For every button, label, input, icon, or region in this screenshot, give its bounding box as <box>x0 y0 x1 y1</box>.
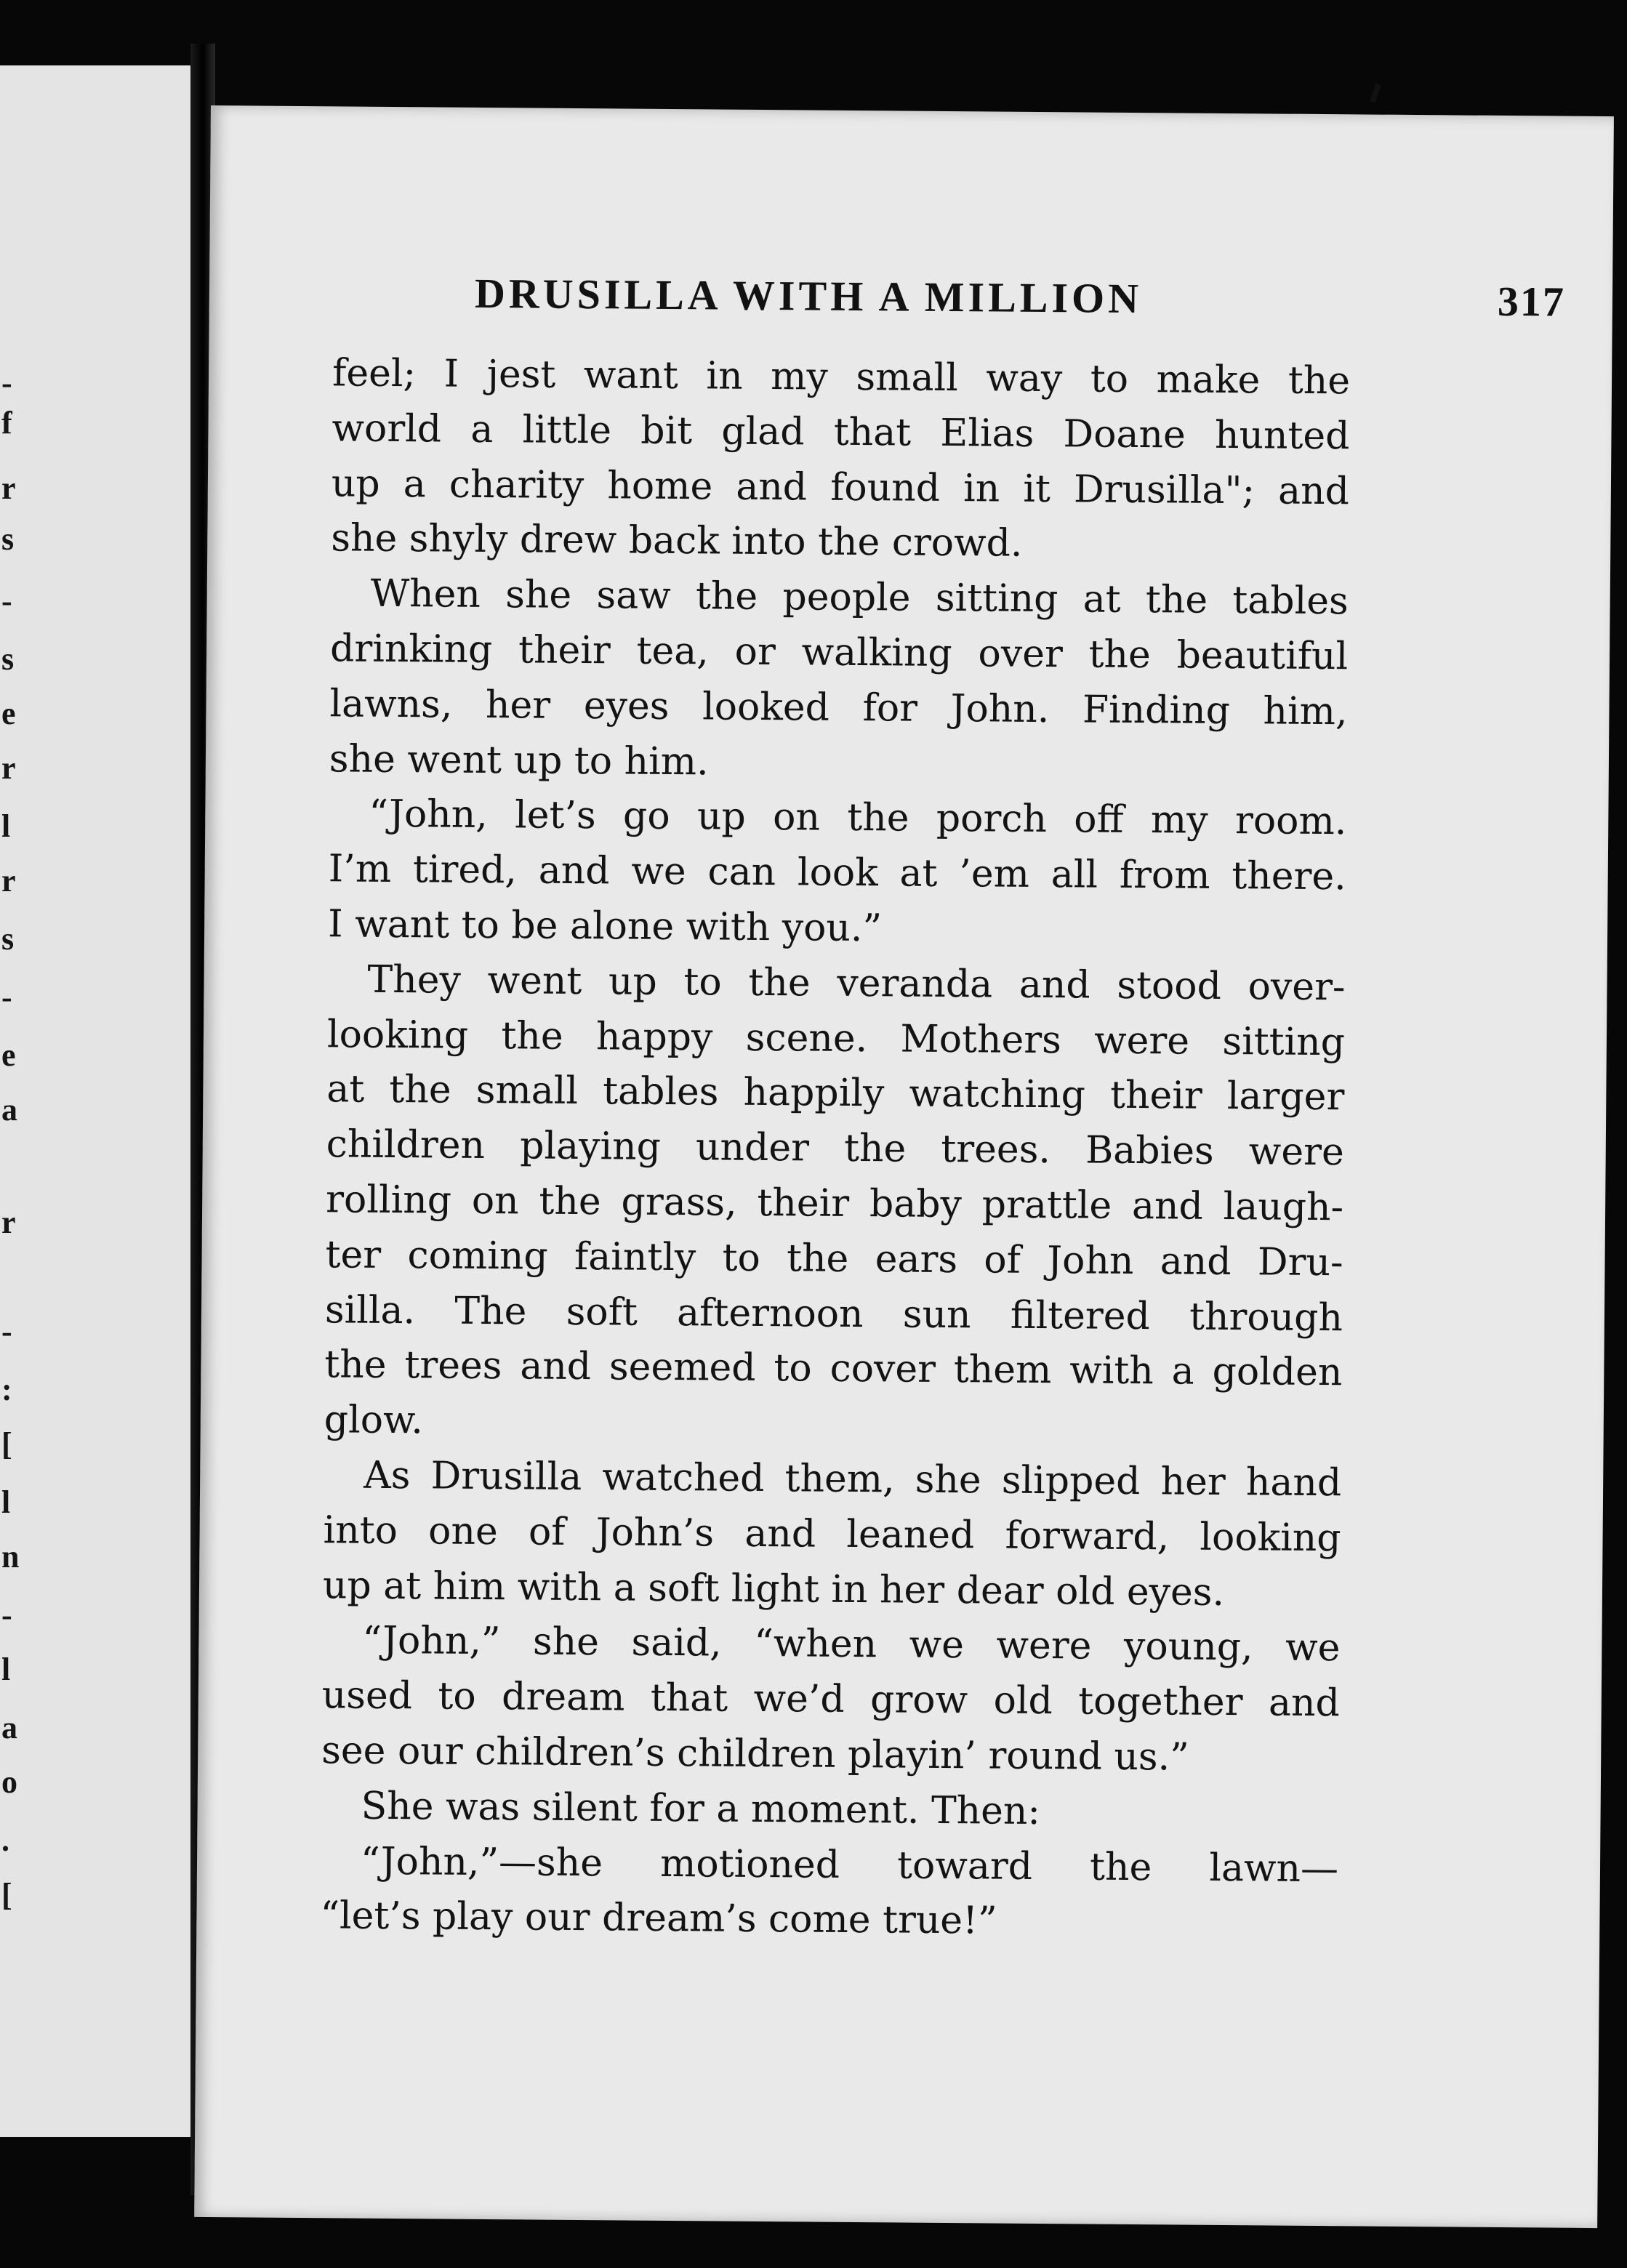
text-line: When she saw the people sitting at the tables <box>370 571 1349 624</box>
margin-fragment: s <box>1 521 15 557</box>
text-line: she shyly drew back into the crowd. <box>331 516 1023 566</box>
margin-fragment: [ <box>1 1877 12 1913</box>
margin-fragment: l <box>1 1652 11 1687</box>
text-line: “John, let’s go up on the porch off my room. <box>369 792 1347 844</box>
margin-fragment: s <box>1 641 15 677</box>
text-line: she went up to him. <box>329 736 709 784</box>
margin-fragment: e <box>1 1037 16 1073</box>
text-line: used to dream that we’d grow old together and <box>321 1673 1341 1726</box>
body-text <box>320 346 1350 1952</box>
text-line: She was silent for a moment. Then: <box>361 1784 1041 1833</box>
text-line: “let’s play our dream’s come true!” <box>320 1894 997 1943</box>
margin-fragment: r <box>1 470 16 506</box>
margin-fragment: - <box>1 1314 12 1349</box>
margin-fragment: a <box>1 1092 17 1127</box>
margin-fragment: - <box>1 1597 12 1633</box>
text-line: ter coming faintly to the ears of John and Dru- <box>325 1233 1343 1285</box>
text-line: world a little bit glad that Elias Doane hunted <box>332 406 1350 459</box>
margin-fragment: s <box>1 921 15 957</box>
text-line: feel; I jest want in my small way to make the <box>332 351 1351 403</box>
margin-fragment: e <box>1 696 16 731</box>
margin-fragment: r <box>1 863 16 898</box>
margin-fragment: a <box>1 1710 17 1745</box>
text-line: the trees and seemed to cover them with a golden <box>324 1343 1343 1395</box>
margin-fragment: - <box>1 365 12 401</box>
left-margin-fragments <box>0 65 22 2137</box>
text-line: into one of John’s and leaned forward, looking <box>323 1508 1341 1561</box>
margin-fragment: l <box>1 808 11 844</box>
margin-fragment: f <box>1 405 12 441</box>
text-line: They went up to the veranda and stood over- <box>367 957 1346 1010</box>
text-line: “John,”—she motioned toward the lawn— <box>360 1839 1339 1891</box>
text-line: glow. <box>324 1398 424 1443</box>
text-line: I want to be alone with you.” <box>327 902 883 951</box>
margin-fragment: . <box>1 1822 9 1858</box>
text-line: lawns, her eyes looked for John. Finding him, <box>329 682 1348 734</box>
margin-fragment: : <box>1 1372 12 1407</box>
margin-fragment: l <box>1 1484 11 1520</box>
facing-page-fragment <box>0 65 190 2137</box>
text-line: see our children’s children playin’ round us.” <box>321 1729 1189 1780</box>
margin-fragment: o <box>1 1764 17 1800</box>
margin-fragment: - <box>1 583 12 619</box>
text-line: As Drusilla watched them, she slipped her hand <box>363 1453 1342 1505</box>
text-line: rolling on the grass, their baby prattle and laugh- <box>325 1178 1344 1230</box>
margin-fragment: - <box>1 979 12 1015</box>
text-line: up a charity home and found in it Drusilla"; and <box>331 461 1350 513</box>
margin-fragment: r <box>1 1205 16 1240</box>
running-head <box>475 269 1566 343</box>
margin-fragment: [ <box>1 1426 12 1462</box>
text-line: children playing under the trees. Babies were <box>326 1122 1344 1175</box>
running-head-title: DRUSILLA WITH A MILLION <box>474 269 1143 323</box>
margin-fragment: n <box>1 1539 20 1575</box>
text-line: at the small tables happily watching their larger <box>326 1067 1345 1119</box>
text-line: “John,” she said, “when we were young, we <box>362 1619 1341 1670</box>
page-number: 317 <box>1497 277 1566 326</box>
margin-fragment: r <box>1 750 16 786</box>
text-line: silla. The soft afternoon sun filtered through <box>324 1287 1343 1340</box>
text-line: up at him with a soft light in her dear old eyes. <box>322 1563 1225 1614</box>
scan-mark <box>1370 83 1381 102</box>
book-page <box>194 105 1614 2228</box>
text-line: looking the happy scene. Mothers were sitting <box>326 1012 1346 1064</box>
text-line: drinking their tea, or walking over the beautiful <box>329 627 1349 679</box>
text-line: I’m tired, and we can look at ’em all from there. <box>328 847 1346 899</box>
